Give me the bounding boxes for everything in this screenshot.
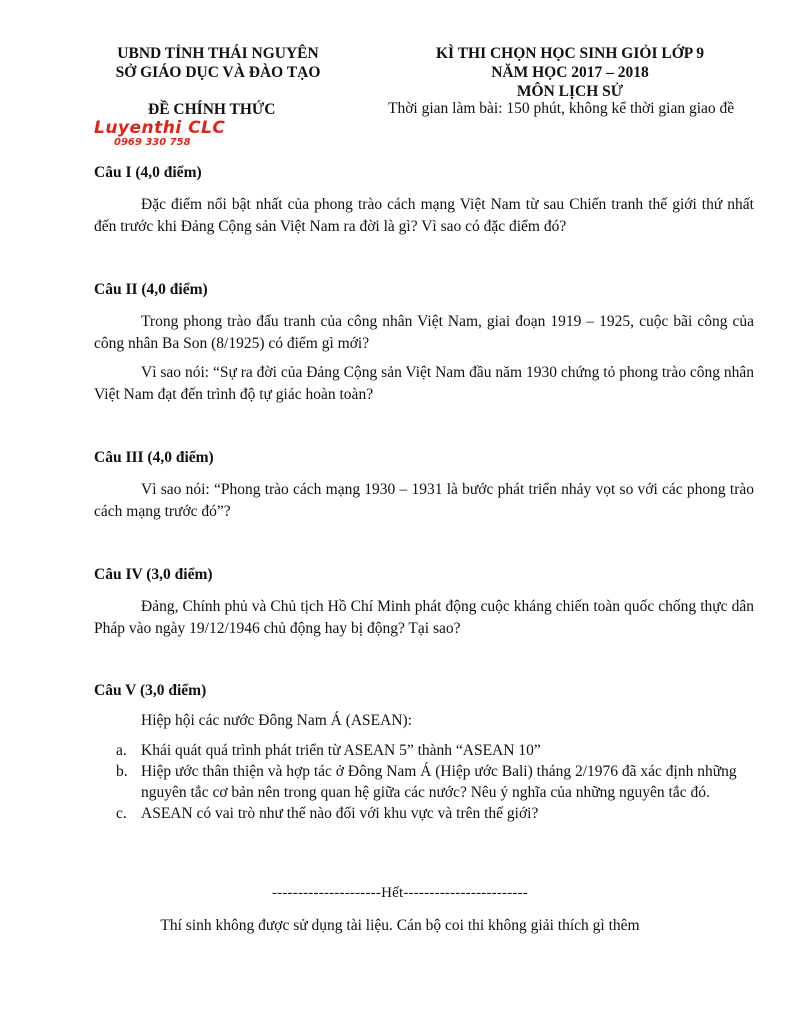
official-label: ĐỀ CHÍNH THỨC bbox=[148, 101, 276, 118]
subject: MÔN LỊCH SỬ bbox=[516, 83, 624, 100]
stamp-brand: Luyenthi CLC bbox=[94, 118, 226, 138]
question-1-text: Đặc điểm nổi bật nhất của phong trào cách mạng Việt Nam từ sau Chiến tranh thế giới thứ nhất đến trước khi Đảng Cộng sản Việt Nam ra đời là gì? Vì sao có đặc điểm đó? bbox=[94, 196, 754, 235]
issuer-header bbox=[100, 44, 336, 82]
list-item-text: Hiệp ước thân thiện và hợp tác ở Đông Nam Á (Hiệp ước Bali) tháng 2/1976 đã xác định những nguyên tắc cơ bản nên trong quan hệ giữa các nước? Nêu ý nghĩa của những nguyên tắc đó. bbox=[141, 763, 737, 801]
footer-note: Thí sinh không được sử dụng tài liệu. Cán bộ coi thi không giải thích gì thêm bbox=[160, 917, 640, 934]
question-4-title: Câu IV (3,0 điểm) bbox=[94, 566, 213, 583]
list-item-a bbox=[116, 740, 756, 761]
list-item-c bbox=[116, 803, 756, 824]
question-2-text-1: Trong phong trào đấu tranh của công nhân Việt Nam, giai đoạn 1919 – 1925, cuộc bãi công của công nhân Ba Son (8/1925) có điểm gì mới? bbox=[94, 313, 754, 352]
end-marker: ---------------------Hết------------------------ bbox=[271, 885, 529, 901]
list-item-text: Khái quát quá trình phát triển từ ASEAN 5” thành “ASEAN 10” bbox=[141, 742, 541, 759]
stamp-phone: 0969 330 758 bbox=[114, 137, 191, 148]
question-4-text: Đảng, Chính phủ và Chủ tịch Hồ Chí Minh phát động cuộc kháng chiến toàn quốc chống thực dân Pháp vào ngày 19/12/1946 chủ động hay bị động? Tại sao? bbox=[94, 598, 754, 637]
question-3-text: Vì sao nói: “Phong trào cách mạng 1930 – 1931 là bước phát triển nhảy vọt so với các phong trào cách mạng trước đó”? bbox=[94, 481, 754, 520]
exam-name: KÌ THI CHỌN HỌC SINH GIỎI LỚP 9 bbox=[435, 45, 704, 62]
list-marker: b. bbox=[116, 763, 128, 780]
question-5-intro: Hiệp hội các nước Đông Nam Á (ASEAN): bbox=[141, 712, 412, 729]
question-5-title: Câu V (3,0 điểm) bbox=[94, 682, 207, 699]
question-1-title: Câu I (4,0 điểm) bbox=[94, 164, 202, 181]
question-2-text-2: Vì sao nói: “Sự ra đời của Đảng Cộng sản Việt Nam đầu năm 1930 chứng tỏ phong trào công nhân Việt Nam đạt đến trình độ tự giác hoàn toàn? bbox=[94, 364, 754, 403]
province-committee: UBND TỈNH THÁI NGUYÊN bbox=[117, 45, 319, 62]
list-item-b bbox=[116, 761, 756, 803]
list-marker: a. bbox=[116, 742, 127, 759]
school-year: NĂM HỌC 2017 – 2018 bbox=[491, 64, 649, 81]
question-3-title: Câu III (4,0 điểm) bbox=[94, 449, 214, 466]
education-department: SỞ GIÁO DỤC VÀ ĐÀO TẠO bbox=[115, 64, 321, 81]
question-2-title: Câu II (4,0 điểm) bbox=[94, 281, 208, 298]
exam-header bbox=[420, 44, 720, 101]
list-item-text: ASEAN có vai trò như thế nào đối với khu vực và trên thế giới? bbox=[141, 805, 539, 822]
question-5-list bbox=[116, 740, 756, 824]
list-marker: c. bbox=[116, 805, 127, 822]
time-note: Thời gian làm bài: 150 phút, không kể thời gian giao đề bbox=[388, 100, 735, 117]
watermark-stamp bbox=[94, 119, 244, 148]
